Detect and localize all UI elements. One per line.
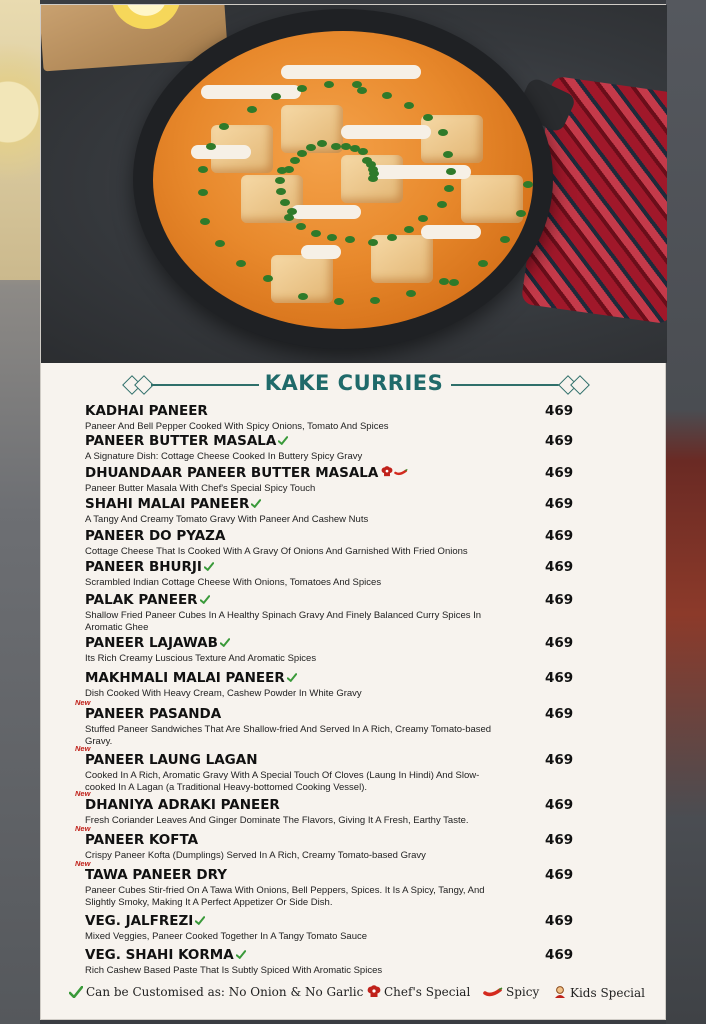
item-name-text: PANEER BUTTER MASALA <box>85 433 277 449</box>
leaf-icon <box>278 436 288 445</box>
coriander-leaf <box>516 210 526 217</box>
coriander-leaf <box>296 223 306 230</box>
hero-food-image <box>41 5 667 363</box>
item-description: Scrambled Indian Cottage Cheese With Onions, Tomatoes And Spices <box>85 577 382 588</box>
coriander-leaf <box>362 157 372 164</box>
legend-spicy <box>483 985 539 999</box>
coriander-leaf <box>443 151 453 158</box>
menu-item <box>75 859 585 908</box>
menu-item <box>85 670 585 700</box>
item-name <box>85 403 585 420</box>
legend-customise <box>69 985 363 999</box>
menu-item <box>75 824 585 862</box>
coriander-leaf <box>345 236 355 243</box>
item-name-text: PANEER KOFTA <box>85 832 199 848</box>
coriander-leaf <box>276 188 286 195</box>
cream-drizzle <box>341 125 431 139</box>
item-name-text: MAKHMALI MALAI PANEER <box>85 670 285 686</box>
item-name-text: PANEER DO PYAZA <box>85 528 226 544</box>
item-price: 469 <box>545 592 574 608</box>
coriander-leaf <box>324 81 334 88</box>
coriander-leaf <box>350 145 360 152</box>
new-badge: New <box>75 698 91 707</box>
item-description: Mixed Veggies, Paneer Cooked Together In A Tangy Tomato Sauce <box>85 931 368 942</box>
item-name-text: VEG. JALFREZI <box>85 913 194 929</box>
menu-item <box>85 592 585 633</box>
menu-item <box>85 528 585 558</box>
item-name-text: PANEER LAJAWAB <box>85 635 218 651</box>
item-description: A Signature Dish: Cottage Cheese Cooked In Buttery Spicy Gravy <box>85 451 363 462</box>
menu-item <box>85 403 585 433</box>
background-right <box>666 0 706 1024</box>
chef-hat-icon <box>367 985 381 998</box>
item-description: Crispy Paneer Kofta (Dumplings) Served In A Rich, Creamy Tomato-based Gravy <box>85 850 426 861</box>
item-description: Fresh Coriander Leaves And Ginger Dominate The Flavors, Giving It A Fresh, Earthy Taste. <box>85 815 469 826</box>
cream-drizzle <box>371 165 471 179</box>
item-name-text: PANEER PASANDA <box>85 706 222 722</box>
chili-icon <box>394 468 408 477</box>
item-description: Paneer And Bell Pepper Cooked With Spicy Onions, Tomato And Spices <box>85 421 389 432</box>
menu-page <box>40 4 666 1020</box>
item-price: 469 <box>545 752 574 768</box>
item-price: 469 <box>545 913 574 929</box>
item-name <box>85 465 585 482</box>
menu-item <box>75 744 585 793</box>
item-description: Shallow Fried Paneer Cubes In A Healthy Spinach Gravy And Finely Balanced Curry Spices In Aromatic Ghee <box>85 610 482 633</box>
new-badge: New <box>75 744 91 753</box>
cream-drizzle <box>201 85 301 99</box>
item-name <box>85 913 585 930</box>
item-name <box>85 867 585 884</box>
coriander-leaf <box>368 239 378 246</box>
item-description: Cottage Cheese That Is Cooked With A Gravy Of Onions And Garnished With Fried Onions <box>85 546 468 557</box>
item-price: 469 <box>545 496 574 512</box>
item-description: Paneer Butter Masala With Chef's Special Spicy Touch <box>85 483 316 494</box>
item-name <box>85 706 585 723</box>
legend-kids <box>553 985 645 1000</box>
item-price: 469 <box>545 947 574 963</box>
new-badge: New <box>75 789 91 798</box>
coriander-leaf <box>341 143 351 150</box>
item-description: Stuffed Paneer Sandwiches That Are Shallow-fried And Served In A Rich, Creamy Tomato-based Gravy. <box>85 724 492 747</box>
item-name-text: VEG. SHAHI KORMA <box>85 947 234 963</box>
item-price: 469 <box>545 867 574 883</box>
cream-drizzle <box>301 245 341 259</box>
menu-item <box>75 698 585 747</box>
menu-item <box>85 635 585 665</box>
menu-item <box>85 496 585 526</box>
item-price: 469 <box>545 465 574 481</box>
legend-customise-label: Can be Customised as: No Onion & No Garlic <box>86 985 364 999</box>
item-name <box>85 433 585 450</box>
cream-drizzle <box>281 65 421 79</box>
item-name-text: PANEER BHURJI <box>85 559 202 575</box>
item-price: 469 <box>545 528 574 544</box>
leaf-icon <box>220 638 230 647</box>
menu-item <box>75 789 585 827</box>
section-title: KAKE CURRIES <box>264 371 444 395</box>
chef-hat-icon <box>381 466 393 477</box>
coriander-leaf <box>404 226 414 233</box>
coriander-leaf <box>439 278 449 285</box>
item-price: 469 <box>545 635 574 651</box>
leaf-icon <box>69 986 83 998</box>
cream-drizzle <box>291 205 361 219</box>
item-name-text: TAWA PANEER DRY <box>85 867 228 883</box>
coriander-leaf <box>280 199 290 206</box>
leaf-icon <box>251 499 261 508</box>
menu-item <box>85 913 585 943</box>
coriander-leaf <box>357 87 367 94</box>
coriander-leaf <box>387 234 397 241</box>
item-description: Its Rich Creamy Luscious Texture And Aromatic Spices <box>85 653 317 664</box>
item-name <box>85 797 585 814</box>
item-name <box>85 592 585 609</box>
coriander-leaf <box>334 298 344 305</box>
item-description: Dish Cooked With Heavy Cream, Cashew Powder In White Gravy <box>85 688 362 699</box>
new-badge: New <box>75 859 91 868</box>
leaf-icon <box>236 950 246 959</box>
item-price: 469 <box>545 832 574 848</box>
coriander-leaf <box>523 181 533 188</box>
item-name <box>85 832 585 849</box>
item-price: 469 <box>545 433 574 449</box>
coriander-leaf <box>478 260 488 267</box>
item-name-text: DHUANDAAR PANEER BUTTER MASALA <box>85 465 379 481</box>
coriander-leaf <box>331 143 341 150</box>
lemon-background <box>0 0 40 280</box>
menu-item <box>85 947 585 977</box>
new-badge: New <box>75 824 91 833</box>
item-price: 469 <box>545 797 574 813</box>
coriander-leaf <box>449 279 459 286</box>
legend <box>69 983 659 1003</box>
item-name-text: DHANIYA ADRAKI PANEER <box>85 797 280 813</box>
coriander-leaf <box>236 260 246 267</box>
item-description: Rich Cashew Based Paste That Is Subtly Spiced With Aromatic Spices <box>85 965 383 976</box>
item-name <box>85 670 585 687</box>
item-name <box>85 528 585 545</box>
item-price: 469 <box>545 403 574 419</box>
coriander-leaf <box>284 166 294 173</box>
coriander-leaf <box>271 93 281 100</box>
item-name-text: PANEER LAUNG LAGAN <box>85 752 258 768</box>
kid-icon <box>553 985 567 999</box>
item-name <box>85 635 585 652</box>
coriander-leaf <box>198 189 208 196</box>
menu-item <box>85 433 585 463</box>
item-name-text: KADHAI PANEER <box>85 403 208 419</box>
legend-chef-label: Chef's Special <box>384 985 471 999</box>
coriander-leaf <box>311 230 321 237</box>
paneer-cube <box>371 235 433 283</box>
coriander-leaf <box>404 102 414 109</box>
item-name <box>85 559 585 576</box>
item-name <box>85 752 585 769</box>
leaf-icon <box>204 562 214 571</box>
item-price: 469 <box>545 559 574 575</box>
section-header <box>41 367 667 403</box>
item-description: Paneer Cubes Stir-fried On A Tawa With Onions, Bell Peppers, Spices. It Is A Spicy, Tangy, And Slightly Smoky, Making It A Perfect Appetizer Or Side Dish. <box>85 885 485 908</box>
ornament-line-right <box>451 384 561 386</box>
item-name-text: SHAHI MALAI PANEER <box>85 496 250 512</box>
leaf-icon <box>287 673 297 682</box>
coriander-leaf <box>297 85 307 92</box>
legend-spicy-label: Spicy <box>506 985 540 999</box>
item-description: Cooked In A Rich, Aromatic Gravy With A Special Touch Of Cloves (Laung In Hindi) And Slow-cooked In A Lagan (a Traditional Heavy-bottomed Cooking Vessel). <box>85 770 480 793</box>
leaf-icon <box>200 595 210 604</box>
item-description: A Tangy And Creamy Tomato Gravy With Paneer And Cashew Nuts <box>85 514 369 525</box>
cream-drizzle <box>421 225 481 239</box>
item-price: 469 <box>545 670 574 686</box>
legend-chef <box>367 985 470 999</box>
item-name <box>85 496 585 513</box>
coriander-leaf <box>290 157 300 164</box>
legend-kids-label: Kids Special <box>570 986 646 1000</box>
item-price: 469 <box>545 706 574 722</box>
item-name <box>85 947 585 964</box>
cream-drizzle <box>191 145 251 159</box>
item-name-text: PALAK PANEER <box>85 592 198 608</box>
chili-icon <box>483 987 503 998</box>
paneer-cube <box>461 175 523 223</box>
coriander-leaf <box>247 106 257 113</box>
menu-item <box>85 465 585 495</box>
coriander-leaf <box>327 234 337 241</box>
menu-item <box>85 559 585 589</box>
leaf-icon <box>195 916 205 925</box>
